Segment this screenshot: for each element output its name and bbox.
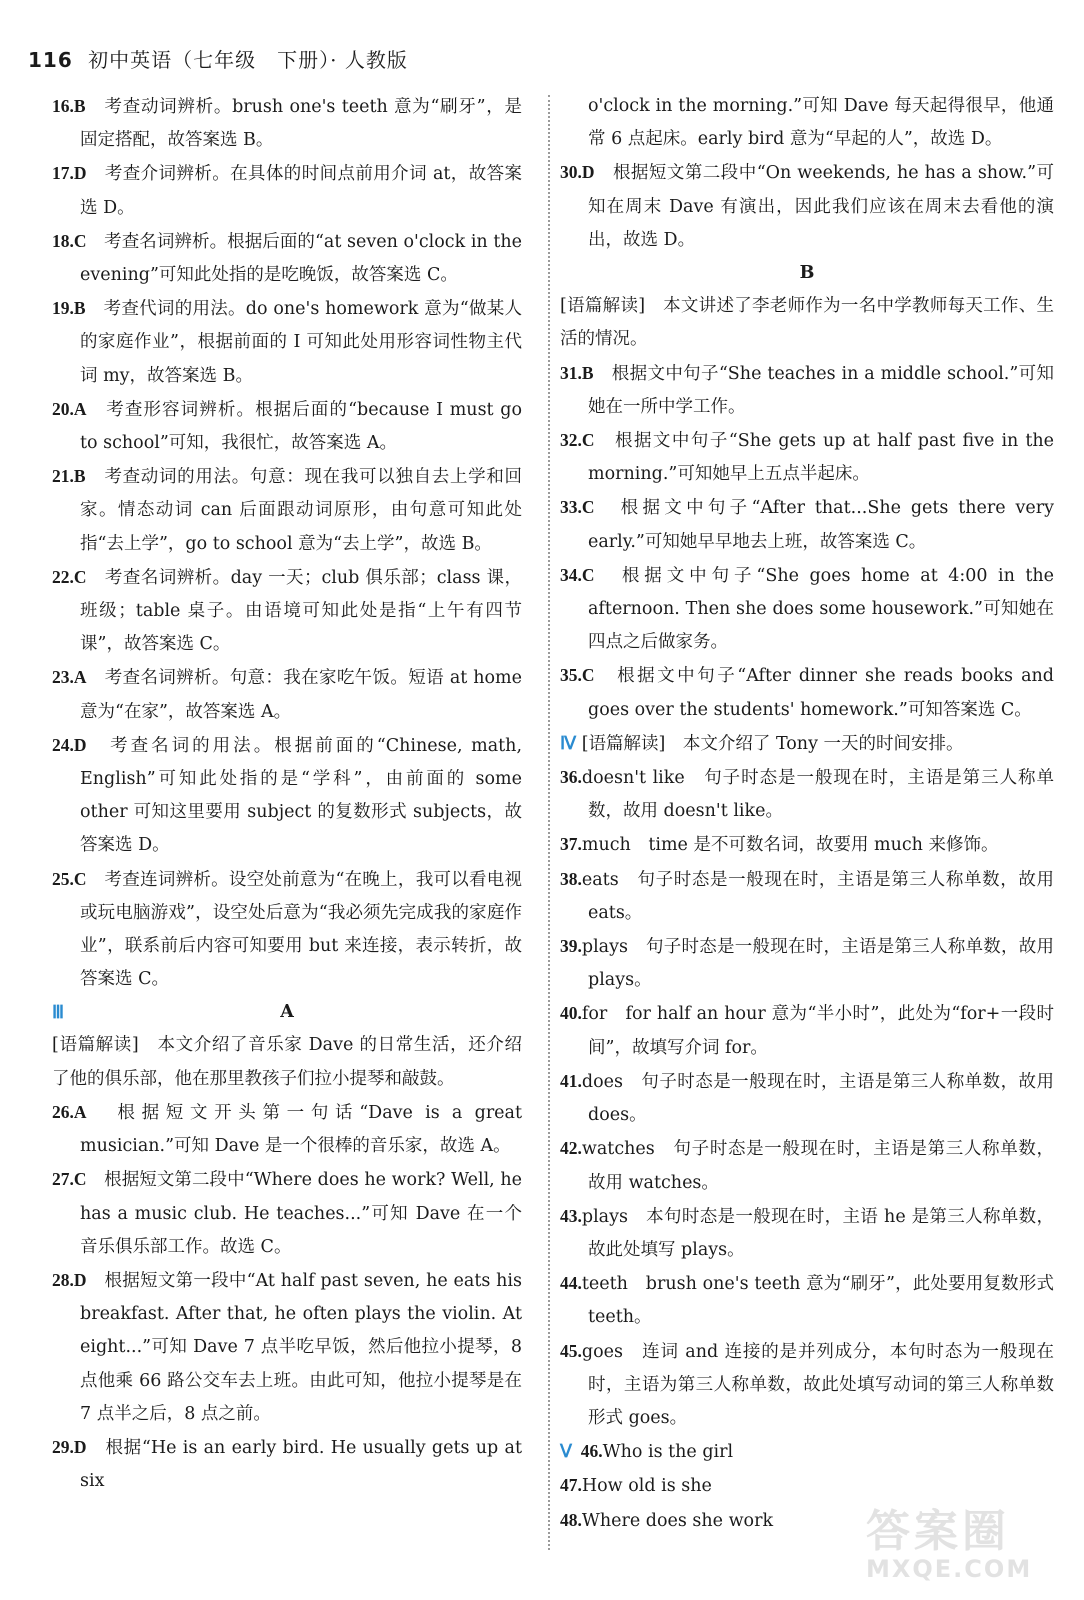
answer-item [52, 1431, 522, 1498]
explanation-text: 根据文中句子“After that...She gets there very early.”可知她早早地去上班，故答案选 C。 [588, 498, 1055, 552]
answer-item [52, 1163, 522, 1264]
explanation-text: 句子时态是一般现在时，主语是第三人称单数，故用 plays。 [588, 937, 1055, 991]
explanation-text: time 是不可数名词，故要用 much 来修饰。 [648, 835, 999, 856]
question-number: 45. [560, 1340, 582, 1361]
answer-word: eats [581, 869, 619, 890]
section-heading [560, 727, 1054, 761]
continued-explanation: o'clock in the morning.”可知 Dave 每天起得很早，他通常 6 点起床。early bird 意为“早起的人”，故选 D。 [588, 96, 1054, 150]
answer-item [560, 1267, 1054, 1334]
answer-item [560, 357, 1054, 424]
explanation-text: 根据文中句子“She goes home at 4:00 in the afternoon. Then she does some housework.”可知她在四点之后做家务。 [588, 565, 1055, 653]
question-number: 16.B [52, 96, 86, 116]
right-column [560, 90, 1054, 1538]
answer-sentence: Who is the girl [602, 1442, 734, 1463]
book-title: 初中英语（七年级 下册）· 人教版 [88, 48, 408, 72]
answer-item [560, 1435, 1054, 1469]
answer-word: for [581, 1004, 608, 1025]
explanation-text: 连词 and 连接的是并列成分，本句时态为一般现在时，主语为第三人称单数，故此处填写动词的第三人称单数形式 goes。 [588, 1341, 1055, 1428]
explanation-text: 根据“He is an early bird. He usually gets up at six [80, 1437, 522, 1492]
answer-item [52, 1264, 522, 1431]
page-number: 116 [28, 48, 73, 72]
answer-item [52, 561, 522, 662]
question-number: 31.B [560, 362, 594, 383]
question-number: 34.C [560, 564, 595, 585]
explanation-text: 根据文中句子“She gets up at half past five in the morning.”可知她早上五点半起床。 [588, 431, 1055, 485]
answer-list [52, 90, 522, 996]
question-number: 26.A [52, 1101, 87, 1122]
question-number: 46. [580, 1441, 603, 1462]
explanation-text: for half an hour 意为“半小时”，此处为“for+一段时间”，故填写介词 for。 [588, 1004, 1054, 1058]
answer-item [560, 659, 1054, 726]
question-number: 37. [560, 834, 582, 855]
explanation-text: 根据短文开头第一句话“Dave is a great musician.”可知 Dave 是一个很棒的音乐家，故选 A。 [80, 1102, 523, 1157]
answer-item [560, 828, 1054, 862]
question-number: 36. [560, 767, 582, 788]
explanation-text: 句子时态是一般现在时，主语是第三人称单数，故用 doesn't like。 [588, 768, 1055, 822]
question-number: 48. [560, 1509, 582, 1530]
answer-sentence: Where does she work [581, 1510, 774, 1531]
question-number: 43. [560, 1205, 582, 1226]
answer-item [560, 559, 1054, 660]
explanation-text: 考查连词辨析。设空处前意为“在晚上，我可以看电视或玩电脑游戏”，设空处后意为“我必须先完成我的家庭作业”，联系前后内容可知要用 but 来连接，表示转折，故答案选 C。 [80, 869, 523, 990]
answer-list [560, 761, 1054, 1435]
answer-item [52, 1096, 522, 1163]
answer-word: doesn't like [581, 768, 685, 789]
question-number: 21.B [52, 466, 86, 487]
answer-item [560, 424, 1054, 491]
question-number: 30.D [560, 162, 595, 183]
answer-item [52, 393, 522, 460]
question-number: 23.A [52, 667, 87, 688]
answer-item [560, 1200, 1054, 1267]
explanation-text: 考查形容词辨析。根据后面的“because I must go to school”可知，我很忙，故答案选 A。 [80, 399, 522, 454]
question-number: 40. [560, 1003, 582, 1024]
explanation-text: 根据短文第一段中“At half past seven, he eats his breakfast. After that, he often plays the violin. At eight...”可知 Dave 7 点半吃早饭，然后他拉小提琴，8 点他乘 66 路公交车去上班。由此可知，他拉小提琴是在 7 点半之后，8 点之前。 [80, 1270, 523, 1424]
answer-item [52, 90, 522, 157]
question-number: 44. [560, 1273, 582, 1294]
answer-word: plays [581, 937, 628, 958]
explanation-text: 句子时态是一般现在时，主语是第三人称单数，故用 eats。 [588, 869, 1055, 923]
question-number: 39. [560, 936, 582, 957]
answer-item [560, 1065, 1054, 1132]
explanation-text: 考查代词的用法。do one's homework 意为“做某人的家庭作业”，根据前面的 I 可知此处用形容词性物主代词 my，故答案选 B。 [80, 299, 522, 386]
answer-list [52, 1096, 522, 1498]
answer-item [52, 225, 522, 292]
question-number: 32.C [560, 430, 595, 451]
question-number: 41. [560, 1070, 582, 1091]
question-number: 42. [560, 1138, 582, 1159]
question-number: 25.C [52, 868, 87, 889]
explanation-text: 考查名词辨析。句意：我在家吃午饭。短语 at home 意为“在家”，故答案选 A。 [80, 668, 523, 722]
answer-item [52, 863, 522, 997]
explanation-text: 根据短文第二段中“On weekends, he has a show.”可知在周末 Dave 有演出，因此我们应该在周末去看他的演出，故选 D。 [588, 163, 1054, 250]
explanation-text: 句子时态是一般现在时，主语是第三人称单数，故用 watches。 [588, 1139, 1054, 1193]
reading-summary: [语篇解读] 本文讲述了李老师作为一名中学教师每天工作、生活的情况。 [560, 296, 1054, 350]
answer-item [560, 1469, 1054, 1503]
answer-item [560, 1132, 1054, 1199]
column-divider [548, 95, 550, 1550]
answer-item [560, 761, 1054, 828]
answer-list [560, 357, 1054, 727]
explanation-text: 句子时态是一般现在时，主语是第三人称单数，故用 does。 [588, 1071, 1054, 1126]
answer-item [52, 460, 522, 561]
answer-sentence: How old is she [581, 1476, 712, 1497]
answer-item [52, 292, 522, 393]
answer-word: teeth [581, 1274, 628, 1295]
reading-summary: [语篇解读] 本文介绍了音乐家 Dave 的日常生活，还介绍了他的俱乐部，他在那里教孩子们拉小提琴和敲鼓。 [52, 1035, 522, 1089]
left-column [52, 90, 522, 1498]
explanation-text: 根据短文第二段中“Where does he work? Well, he has a music club. He teaches...”可知 Dave 在一个音乐俱乐部工作。故选 C。 [80, 1170, 523, 1257]
section-letter: A [280, 1002, 294, 1023]
question-number: 22.C [52, 566, 87, 587]
explanation-text: 考查介词辨析。在具体的时间点前用介词 at，故答案选 D。 [80, 164, 522, 218]
answer-word: goes [581, 1341, 623, 1362]
answer-list [560, 156, 1054, 257]
explanation-text: 考查动词辨析。brush one's teeth 意为“刷牙”，是固定搭配，故答案选 B。 [80, 97, 522, 151]
question-number: 17.D [52, 163, 87, 184]
explanation-text: brush one's teeth 意为“刷牙”，此处要用复数形式 teeth。 [588, 1274, 1054, 1328]
explanation-text: 根据文中句子“After dinner she reads books and goes over the students' homework.”可知答案选 C。 [588, 666, 1054, 720]
explanation-text: 考查动词的用法。句意：现在我可以独自去上学和回家。情态动词 can 后面跟动词原形，由句意可知此处指“去上学”，go to school 意为“去上学”，故选 B。 [80, 467, 523, 554]
watermark-domain: MXQE.COM [866, 1555, 1033, 1583]
question-number: 27.C [52, 1169, 87, 1190]
answer-item [52, 729, 522, 863]
explanation-text: 本句时态是一般现在时，主语 he 是第三人称单数，故此处填写 plays。 [588, 1206, 1054, 1260]
answer-word: watches [581, 1139, 655, 1160]
answer-item [52, 157, 522, 224]
question-number: 19.B [52, 298, 86, 319]
site-watermark [866, 1508, 1056, 1586]
explanation-text: 根据文中句子“She teaches in a middle school.”可知她在一所中学工作。 [588, 363, 1055, 417]
answer-word: does [581, 1071, 623, 1092]
answer-item [560, 1335, 1054, 1436]
question-number: 28.D [52, 1269, 87, 1290]
answer-word: plays [581, 1206, 628, 1227]
question-number: 24.D [52, 734, 87, 755]
reading-summary: [语篇解读] 本文介绍了 Tony 一天的时间安排。 [581, 733, 964, 754]
answer-item [52, 661, 522, 728]
question-number: 20.A [52, 398, 87, 419]
answer-word: much [581, 835, 631, 856]
section-numeral: Ⅳ [560, 732, 577, 753]
answer-item [560, 491, 1054, 558]
explanation-text: 考查名词辨析。根据后面的“at seven o'clock in the evening”可知此处指的是吃晚饭，故答案选 C。 [80, 231, 522, 286]
answer-item [560, 156, 1054, 257]
section-numeral: Ⅲ [52, 1002, 65, 1023]
page-header [28, 44, 408, 74]
section-numeral: Ⅴ [560, 1441, 572, 1462]
explanation-text: 考查名词的用法。根据前面的“Chinese, math, English”可知此处指的是“学科”，由前面的 some other 可知这里要用 subject 的复数形式 subjects，故答案选 D。 [80, 735, 523, 856]
answer-item [560, 930, 1054, 997]
question-number: 29.D [52, 1436, 87, 1457]
answer-item [560, 997, 1054, 1064]
question-number: 33.C [560, 497, 595, 518]
answer-item [560, 863, 1054, 930]
section-letter: B [799, 263, 815, 284]
question-number: 47. [560, 1475, 582, 1496]
section-heading [52, 996, 522, 1029]
question-number: 38. [560, 868, 582, 889]
explanation-text: 考查名词辨析。day 一天；club 俱乐部；class 课，班级；table 桌子。由语境可知此处是指“上午有四节课”，故答案选 C。 [80, 567, 523, 655]
watermark-logo-text: 答案圈 [866, 1506, 1010, 1557]
question-number: 18.C [52, 230, 87, 251]
question-number: 35.C [560, 665, 595, 686]
